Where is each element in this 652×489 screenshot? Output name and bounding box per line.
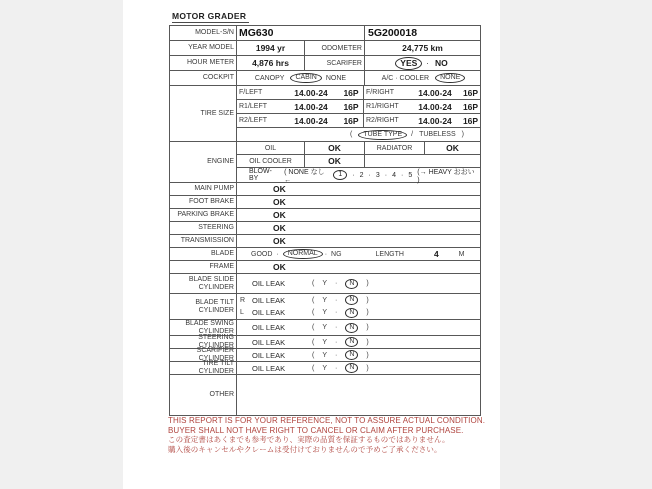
blowby-scale-2: 2 — [359, 171, 364, 179]
paren-close: ) — [366, 324, 369, 331]
blowby-scale-4: 4 — [392, 171, 397, 179]
tire-f-left-size: 14.00-24 — [294, 87, 328, 98]
blade-option-ng: NG — [331, 250, 342, 258]
blade-option-good: GOOD — [251, 250, 273, 258]
oil-cooler-value: OK — [305, 155, 365, 167]
model-value: MG630 — [239, 27, 274, 39]
parking-brake-value: OK — [273, 210, 286, 220]
main-pump-label: MAIN PUMP — [170, 183, 237, 195]
oil-leak-dot: · — [335, 280, 338, 287]
scarifer-label-cell — [305, 56, 365, 70]
scarifer-separator: · — [426, 58, 429, 68]
odometer-label: ODOMETER — [321, 44, 362, 52]
disclaimer-line-4-jp: 購入後のキャンセルやクレームは受付けておりませんので予めご了承ください。 — [168, 444, 442, 454]
row-parking-brake — [170, 209, 480, 222]
disclaimer-line-3-jp: この査定書はあくまでも参考であり、実際の品質を保証するものではありません。 — [168, 435, 450, 444]
oil-leak-y: Y — [322, 364, 328, 372]
blowby-sep-1: · — [352, 171, 355, 179]
tire-r2-right-ply: 16P — [462, 115, 479, 126]
tire-tilt-cylinder-label: TIRE TILT CYLINDER — [170, 362, 237, 374]
oil-leak-dot: · — [335, 338, 338, 346]
foot-brake-label: FOOT BRAKE — [170, 196, 237, 208]
disclaimer-line-1: THIS REPORT IS FOR YOUR REFERENCE, NOT TO ASSURE ACTUAL CONDITION. — [168, 416, 486, 425]
cockpit-selected-cabin: CABIN — [290, 73, 321, 83]
oil-leak-y: Y — [322, 351, 328, 359]
section-tire-size — [170, 86, 480, 142]
radiator-label: RADIATOR — [365, 142, 425, 154]
cockpit-option-none: NONE — [325, 74, 347, 82]
paren-close: ) — [366, 351, 369, 359]
steering-cyl-oil-leak-label: OIL LEAK — [252, 337, 286, 347]
blade-tilt-l-prefix: L — [240, 309, 244, 317]
oil-leak-selected-n: N — [345, 308, 358, 318]
row-blade — [170, 248, 480, 261]
inspection-table — [169, 25, 481, 416]
tire-r2-left-size: 14.00-24 — [294, 115, 328, 126]
row-blade-tilt-cylinder — [170, 294, 480, 320]
steering-value: OK — [273, 223, 286, 233]
blade-tilt-r-prefix: R — [240, 296, 246, 304]
section-engine — [170, 142, 480, 183]
paren-close: ) — [366, 364, 369, 372]
ac-cooler-cell — [365, 71, 480, 85]
parking-brake-label: PARKING BRAKE — [170, 209, 237, 221]
disclaimer-line-2: BUYER SHALL NOT HAVE RIGHT TO CANCEL OR CLAIM AFTER PURCHASE. — [168, 425, 464, 435]
tire-r1-left-size: 14.00-24 — [294, 101, 328, 112]
engine-oil-value: OK — [305, 142, 365, 154]
scarifer-selected-yes: YES — [395, 57, 422, 70]
paren-close: ) — [366, 296, 369, 304]
row-year-odometer — [170, 41, 480, 56]
tire-r2-right-size: 14.00-24 — [418, 115, 452, 126]
tube-open-paren: ( — [350, 131, 353, 138]
ac-cooler-label: A/C · COOLER — [381, 74, 430, 82]
engine-oil-label: OIL — [237, 142, 305, 154]
odometer-value-cell — [365, 41, 480, 55]
oil-leak-dot: · — [335, 309, 338, 317]
engine-row-blowby — [237, 168, 480, 182]
tire-r1-left-ply: 16P — [339, 100, 364, 113]
paren-close: ) — [366, 309, 369, 317]
year-value: 1994 yr — [255, 43, 286, 53]
tire-row-r1 — [237, 100, 480, 114]
blade-slide-cylinder-label: BLADE SLIDE CYLINDER — [170, 274, 237, 293]
tire-f-right-label: F/RIGHT — [366, 89, 394, 96]
other-label: OTHER — [170, 375, 237, 415]
blowby-selected-1: 1 — [333, 170, 347, 180]
odometer-value: 24,775 km — [402, 43, 443, 53]
tire-f-right-size: 14.00-24 — [418, 87, 452, 98]
foot-brake-value: OK — [273, 197, 286, 207]
tire-f-right-ply: 16P — [462, 87, 479, 98]
scarifer-no: NO — [434, 58, 448, 68]
blowby-sep-2: · — [368, 171, 371, 179]
main-pump-value: OK — [273, 184, 286, 194]
paren-open: ( — [312, 280, 315, 287]
year-value-cell — [237, 41, 305, 55]
oil-leak-selected-n: N — [345, 323, 358, 333]
paren-open: ( — [312, 338, 315, 346]
radiator-value: OK — [446, 143, 459, 153]
frame-label: FRAME — [170, 261, 237, 273]
hour-meter-label: HOUR METER — [170, 56, 237, 70]
transmission-value: OK — [273, 236, 286, 246]
paren-close: ) — [366, 338, 369, 346]
oil-leak-dot: · — [335, 324, 338, 331]
scarifer-label: SCARIFER — [326, 59, 362, 67]
blade-tilt-r-oil-leak-label: OIL LEAK — [252, 295, 286, 305]
blade-tilt-cylinder-label: BLADE TILT CYLINDER — [170, 294, 237, 319]
page-title: MOTOR GRADER — [172, 11, 249, 23]
tire-tilt-cyl-oil-leak-label: OIL LEAK — [252, 363, 286, 373]
blowby-sep-4: · — [401, 171, 404, 179]
blade-length-value: 4 — [433, 249, 439, 259]
scarifier-cylinder-label: SCARIFIER CYLINDER — [170, 349, 237, 361]
blade-selected-normal: NORMAL — [283, 249, 323, 259]
blowby-scale-3: 3 — [375, 171, 380, 179]
hour-value-cell — [237, 56, 305, 70]
tire-r1-left-label: R1/LEFT — [239, 103, 268, 110]
row-foot-brake — [170, 196, 480, 209]
other-value-cell — [237, 375, 480, 415]
paren-open: ( — [312, 324, 315, 331]
model-label: MODEL-S/N — [170, 26, 237, 40]
blade-length-label: LENGTH — [375, 250, 404, 258]
tire-r2-left-label: R2/LEFT — [239, 117, 268, 124]
row-model-serial — [170, 26, 480, 41]
paren-open: ( — [312, 364, 315, 372]
oil-cooler-label: OIL COOLER — [237, 155, 305, 167]
cockpit-label: COCKPIT — [170, 71, 237, 85]
scarifer-value-cell — [365, 56, 480, 70]
transmission-label: TRANSMISSION — [170, 235, 237, 247]
tire-f-left-ply: 16P — [339, 86, 364, 99]
oil-leak-dot: · — [335, 351, 338, 359]
tire-r1-right-size: 14.00-24 — [418, 101, 452, 112]
tire-size-label: TIRE SIZE — [170, 86, 237, 141]
paren-close: ) — [366, 280, 369, 287]
blade-tilt-l-oil-leak-label: OIL LEAK — [252, 308, 286, 318]
hour-value: 4,876 hrs — [252, 58, 289, 68]
row-steering — [170, 222, 480, 235]
row-transmission — [170, 235, 480, 248]
blade-swing-cylinder-label: BLADE SWING CYLINDER — [170, 320, 237, 335]
blade-swing-oil-leak-label: OIL LEAK — [252, 323, 286, 332]
scarifier-cyl-oil-leak-label: OIL LEAK — [252, 350, 286, 360]
blowby-post-text: (→ HEAVY おおい ) — [417, 168, 475, 184]
tire-r1-right-ply: 16P — [462, 101, 479, 112]
engine-row-oil-radiator — [237, 142, 480, 155]
tire-r2-right-label: R2/RIGHT — [366, 117, 399, 124]
tire-tube-row — [237, 128, 480, 141]
oil-leak-selected-n: N — [345, 363, 358, 373]
frame-value: OK — [273, 262, 286, 272]
oil-leak-y: Y — [322, 296, 328, 304]
ac-selected-none: NONE — [435, 73, 465, 83]
tire-r2-left-ply: 16P — [339, 114, 364, 127]
odometer-label-cell — [305, 41, 365, 55]
row-cockpit-ac — [170, 71, 480, 86]
year-model-label: YEAR MODEL — [170, 41, 237, 55]
oil-leak-selected-n: N — [345, 337, 358, 347]
disclaimer — [168, 416, 485, 454]
blade-sep-1: · — [276, 250, 279, 258]
tire-row-r2 — [237, 114, 480, 128]
cockpit-options-cell — [237, 71, 365, 85]
oil-leak-dot: · — [335, 364, 338, 372]
steering-label: STEERING — [170, 222, 237, 234]
tube-slash: / — [411, 131, 414, 138]
blade-length-unit: M — [458, 250, 465, 258]
blowby-sep-3: · — [384, 171, 388, 179]
row-blade-slide-cylinder — [170, 274, 480, 294]
oil-leak-selected-n: N — [345, 279, 358, 289]
serial-value-cell — [365, 26, 480, 40]
paren-open: ( — [312, 309, 315, 317]
document-page — [123, 0, 500, 489]
oil-leak-selected-n: N — [345, 350, 358, 360]
row-main-pump — [170, 183, 480, 196]
oil-leak-y: Y — [322, 324, 328, 331]
tube-close-paren: ) — [461, 131, 464, 138]
oil-leak-selected-n: N — [345, 295, 358, 305]
blowby-scale-5: 5 — [408, 171, 413, 179]
oil-leak-y: Y — [322, 338, 328, 346]
tube-type-selected: TUBE TYPE — [358, 130, 407, 140]
row-hour-scarifer — [170, 56, 480, 71]
cockpit-option-canopy: CANOPY — [254, 74, 285, 82]
paren-open: ( — [312, 351, 315, 359]
oil-leak-y: Y — [322, 280, 328, 287]
model-value-cell — [237, 26, 365, 40]
oil-leak-dot: · — [335, 296, 338, 304]
tire-f-left-label: F/LEFT — [239, 89, 263, 96]
serial-value: 5G200018 — [368, 27, 418, 39]
blowby-label: BLOW-BY — [249, 168, 272, 182]
blade-sep-2: · — [324, 250, 328, 258]
blade-slide-oil-leak-label: OIL LEAK — [252, 279, 286, 288]
row-other — [170, 375, 480, 415]
oil-leak-y: Y — [322, 309, 328, 317]
engine-label: ENGINE — [170, 142, 237, 182]
tire-row-front — [237, 86, 480, 100]
blade-label: BLADE — [170, 248, 237, 260]
paren-open: ( — [312, 296, 315, 304]
tire-r1-right-label: R1/RIGHT — [366, 103, 399, 110]
steering-cylinder-label: STEERING CYLINDER — [170, 336, 237, 348]
blowby-pre-text: ( NONE なし ← — [284, 168, 325, 184]
row-frame — [170, 261, 480, 274]
row-tire-tilt-cylinder — [170, 362, 480, 375]
tubeless-option: TUBELESS — [419, 131, 456, 138]
